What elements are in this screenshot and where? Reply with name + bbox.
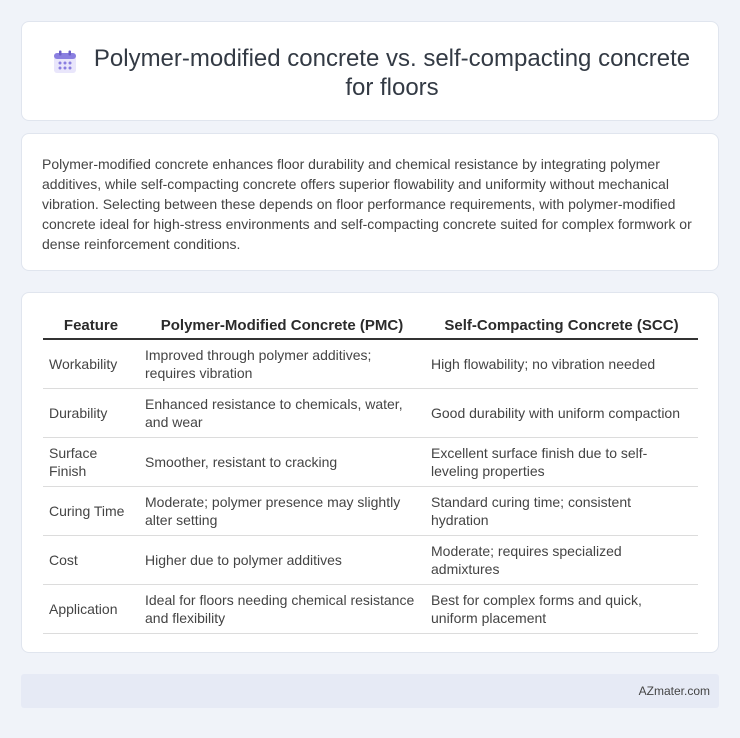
cell-feature: Durability	[43, 388, 139, 437]
cell-scc: Excellent surface finish due to self-leveling properties	[425, 437, 698, 486]
cell-scc: Best for complex forms and quick, uniform placement	[425, 584, 698, 633]
cell-pmc: Higher due to polymer additives	[139, 535, 425, 584]
table-row	[43, 535, 698, 584]
page-title: Polymer-modified concrete vs. self-compacting concrete for floors	[93, 45, 691, 101]
title-card	[21, 21, 719, 121]
header-scc: Self-Compacting Concrete (SCC)	[425, 314, 698, 339]
cell-pmc: Moderate; polymer presence may slightly alter setting	[139, 486, 425, 535]
summary-card	[21, 133, 719, 271]
calendar-icon	[52, 49, 78, 75]
table-row	[43, 388, 698, 437]
cell-pmc: Smoother, resistant to cracking	[139, 437, 425, 486]
cell-scc: Standard curing time; consistent hydration	[425, 486, 698, 535]
comparison-table-card	[21, 292, 719, 653]
cell-feature: Workability	[43, 339, 139, 388]
cell-pmc: Enhanced resistance to chemicals, water, and wear	[139, 388, 425, 437]
cell-feature: Surface Finish	[43, 437, 139, 486]
cell-pmc: Ideal for floors needing chemical resistance and flexibility	[139, 584, 425, 633]
cell-pmc: Improved through polymer additives; requires vibration	[139, 339, 425, 388]
table-row	[43, 584, 698, 633]
cell-scc: Good durability with uniform compaction	[425, 388, 698, 437]
summary-text: Polymer-modified concrete enhances floor durability and chemical resistance by integrating polymer additives, while self-compacting concrete offers superior flowability and uniformity without mechanical vibration. Selecting between these depends on floor performance requirements, with polymer-modified concrete ideal for high-stress environments and self-compacting concrete suited for complex formwork or dense reinforcement conditions.	[42, 156, 692, 252]
table-row	[43, 437, 698, 486]
cell-feature: Cost	[43, 535, 139, 584]
footer-brand: AZmater.com	[638, 684, 710, 698]
comparison-table	[43, 314, 698, 634]
table-row	[43, 486, 698, 535]
table-row	[43, 339, 698, 388]
table-header-row	[43, 314, 698, 339]
cell-feature: Application	[43, 584, 139, 633]
cell-feature: Curing Time	[43, 486, 139, 535]
cell-scc: Moderate; requires specialized admixtures	[425, 535, 698, 584]
header-pmc: Polymer-Modified Concrete (PMC)	[139, 314, 425, 339]
header-feature: Feature	[43, 314, 139, 339]
cell-scc: High flowability; no vibration needed	[425, 339, 698, 388]
footer-bar	[21, 674, 719, 708]
